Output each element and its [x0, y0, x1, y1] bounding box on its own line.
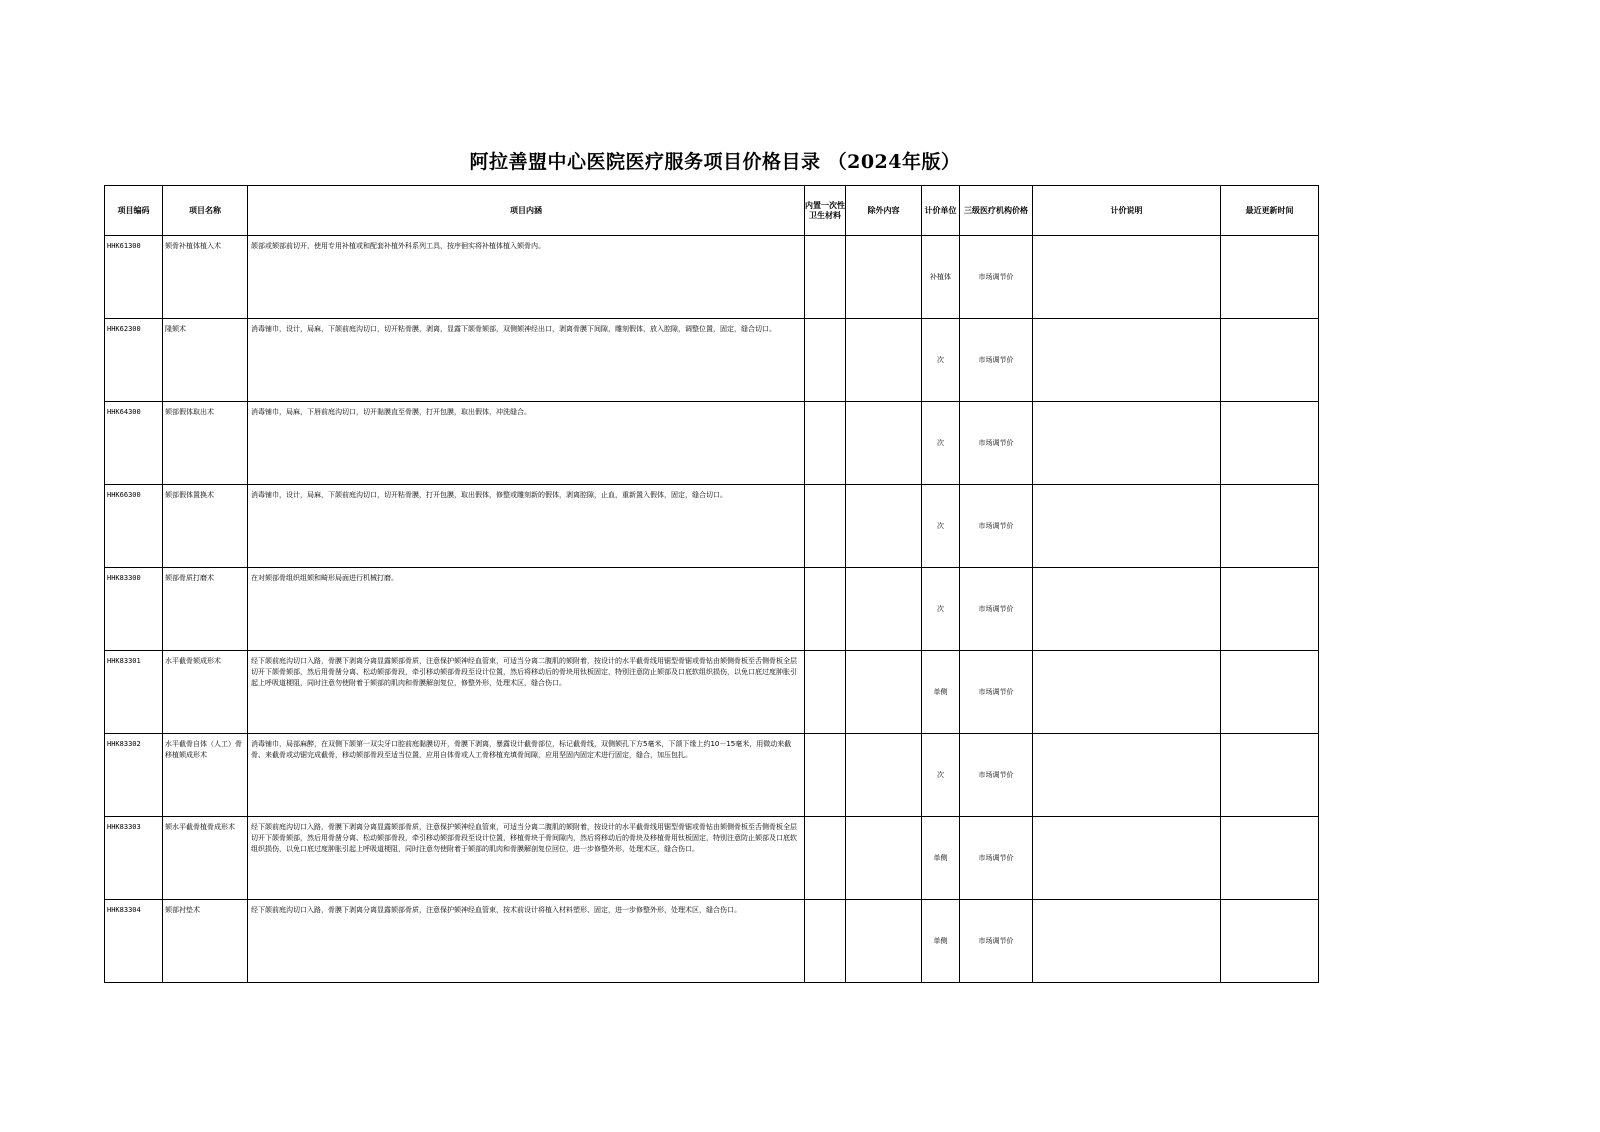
cell-price: 市场调节价 [960, 319, 1033, 402]
cell-name: 颏部假体取出术 [163, 402, 248, 485]
cell-name: 隆颏术 [163, 319, 248, 402]
cell-content: 在对颏部骨组织组颏和畸形局面进行机械打磨。 [248, 568, 805, 651]
cell-content: 消毒铺巾，设计，局麻，下颌前庭沟切口，切开粘骨膜，打开包膜，取出假体，修整或雕刻新的假体，剥离腔隙，止血，重新置入假体，固定，缝合切口。 [248, 485, 805, 568]
col-header-disposable: 内置一次性卫生材料 [805, 186, 846, 236]
cell-exclusion [846, 734, 922, 817]
cell-note [1033, 817, 1221, 900]
cell-updated [1221, 734, 1319, 817]
cell-content: 消毒铺巾，局部麻醉，在双侧下颌第一双尖牙口腔前庭黏膜切开，骨膜下剥离，暴露设计截骨部位，标记截骨线，双侧颏孔下方5毫米，下颌下缘上约10－15毫米，用微动来截骨、来截骨或动锯完成截骨，移动颏部骨段至适当位置，应用自体骨或人工骨移植充填骨间隙，应用坚固内固定术进行固定，缝合，加压包扎。 [248, 734, 805, 817]
table-row [105, 485, 1319, 568]
cell-code: HHK61300 [105, 236, 163, 319]
cell-name: 颏水平截骨植骨成形术 [163, 817, 248, 900]
cell-unit: 单侧 [922, 817, 960, 900]
cell-content: 颌部或颏部前切开，使用专用补植或和配套补植外科系列工具，按序徊实将补植体植入颏骨内。 [248, 236, 805, 319]
col-header-unit: 计价单位 [922, 186, 960, 236]
cell-price: 市场调节价 [960, 236, 1033, 319]
cell-code: HHK83300 [105, 568, 163, 651]
cell-disposable [805, 485, 846, 568]
cell-updated [1221, 236, 1319, 319]
header-row [105, 186, 1319, 236]
cell-unit: 次 [922, 568, 960, 651]
cell-name: 颏部衬垫术 [163, 900, 248, 983]
cell-disposable [805, 402, 846, 485]
cell-updated [1221, 485, 1319, 568]
cell-unit: 次 [922, 319, 960, 402]
table-row [105, 402, 1319, 485]
cell-exclusion [846, 651, 922, 734]
cell-exclusion [846, 236, 922, 319]
cell-unit: 次 [922, 734, 960, 817]
table-row [105, 734, 1319, 817]
col-header-exclusion: 除外内容 [846, 186, 922, 236]
cell-price: 市场调节价 [960, 651, 1033, 734]
cell-note [1033, 402, 1221, 485]
table-body [105, 236, 1319, 983]
price-table [104, 185, 1319, 983]
cell-price: 市场调节价 [960, 402, 1033, 485]
cell-code: HHK66300 [105, 485, 163, 568]
cell-note [1033, 651, 1221, 734]
col-header-note: 计价说明 [1033, 186, 1221, 236]
cell-note [1033, 485, 1221, 568]
table-row [105, 900, 1319, 983]
table-header [105, 186, 1319, 236]
cell-unit: 单侧 [922, 900, 960, 983]
cell-unit: 补植体 [922, 236, 960, 319]
cell-content: 经下颌前庭沟切口入路，骨膜下剥离分离显露颏部骨质，注意保护颏神经血管束，按术前设计将植入材料塑形、固定，进一步修整外形，处理术区，缝合伤口。 [248, 900, 805, 983]
cell-note [1033, 734, 1221, 817]
cell-code: HHK83301 [105, 651, 163, 734]
cell-exclusion [846, 402, 922, 485]
table-row [105, 817, 1319, 900]
cell-content: 消毒铺巾，局麻，下唇前庭沟切口，切开黏膜直至骨膜，打开包膜，取出假体，冲洗缝合。 [248, 402, 805, 485]
cell-name: 水平截骨颏成形术 [163, 651, 248, 734]
col-header-code: 项目编码 [105, 186, 163, 236]
cell-disposable [805, 568, 846, 651]
cell-exclusion [846, 817, 922, 900]
cell-code: HHK83304 [105, 900, 163, 983]
cell-updated [1221, 319, 1319, 402]
cell-note [1033, 319, 1221, 402]
col-header-content: 项目内涵 [248, 186, 805, 236]
cell-name: 水平截骨自体（人工）骨移植颏成形术 [163, 734, 248, 817]
cell-disposable [805, 236, 846, 319]
cell-exclusion [846, 568, 922, 651]
cell-code: HHK62300 [105, 319, 163, 402]
cell-price: 市场调节价 [960, 734, 1033, 817]
cell-disposable [805, 319, 846, 402]
cell-updated [1221, 651, 1319, 734]
cell-exclusion [846, 485, 922, 568]
cell-disposable [805, 817, 846, 900]
cell-disposable [805, 651, 846, 734]
cell-price: 市场调节价 [960, 568, 1033, 651]
cell-note [1033, 900, 1221, 983]
cell-exclusion [846, 900, 922, 983]
col-header-name: 项目名称 [163, 186, 248, 236]
cell-code: HHK83302 [105, 734, 163, 817]
cell-price: 市场调节价 [960, 485, 1033, 568]
cell-code: HHK83303 [105, 817, 163, 900]
cell-price: 市场调节价 [960, 900, 1033, 983]
cell-updated [1221, 568, 1319, 651]
page-title: 阿拉善盟中心医院医疗服务项目价格目录 （2024年版） [469, 151, 961, 173]
cell-disposable [805, 734, 846, 817]
col-header-updated: 最近更新时间 [1221, 186, 1319, 236]
table-row [105, 568, 1319, 651]
cell-updated [1221, 900, 1319, 983]
cell-note [1033, 568, 1221, 651]
col-header-price: 三级医疗机构价格 [960, 186, 1033, 236]
cell-unit: 单侧 [922, 651, 960, 734]
cell-content: 消毒铺巾，设计，局麻，下颌前庭沟切口，切开粘骨膜，剥离，显露下颌骨颏部，双侧颏神经出口，剥离骨膜下间隙，雕刻假体，放入腔隙，调整位置，固定，缝合切口。 [248, 319, 805, 402]
cell-unit: 次 [922, 485, 960, 568]
cell-note [1033, 236, 1221, 319]
cell-code: HHK64300 [105, 402, 163, 485]
table-row [105, 651, 1319, 734]
table-row [105, 236, 1319, 319]
cell-name: 颏骨补植体植入术 [163, 236, 248, 319]
cell-name: 颏部骨质打磨术 [163, 568, 248, 651]
cell-updated [1221, 402, 1319, 485]
cell-price: 市场调节价 [960, 817, 1033, 900]
cell-content: 经下颌前庭沟切口入路，骨膜下剥离分离显露颏部骨质，注意保护颏神经血管束，可适当分离二腹肌的颏附着，按设计的水平截骨线用锯型骨锯或骨钻由颏侧骨板至舌侧骨板全层切开下颌骨颏部，然后用骨凿分离、松动颏部骨段，牵引移动颏部骨段至设计位置，然后将移动后的骨块用钛板固定，特别注意防止颏部及口底软组织损伤，以免口底过度肿胀引起上呼吸道梗阻，同时注意勿使附着于颏部的肌肉和骨膜解剖复位，修整外形，处理术区，缝合伤口。 [248, 651, 805, 734]
cell-name: 颏部假体置换术 [163, 485, 248, 568]
cell-content: 经下颌前庭沟切口入路，骨膜下剥离分离显露颏部骨质，注意保护颏神经血管束，可适当分离二腹肌的颏附着，按设计的水平截骨线用锯型骨锯或骨钻由颏侧骨板至舌侧骨板全层切开下颌骨颏部，然后用骨凿分离、松动颏部骨段，牵引移动颏部骨段至设计位置，移植骨块于骨间隙内，然后将移动后的骨块及移植骨用钛板固定，特别注意防止颏部及口底软组织损伤，以免口底过度肿胀引起上呼吸道梗阻，同时注意勿使附着于颏部的肌肉和骨膜解剖复位回位，进一步修整外形，处理术区，缝合伤口。 [248, 817, 805, 900]
table-row [105, 319, 1319, 402]
cell-exclusion [846, 319, 922, 402]
cell-unit: 次 [922, 402, 960, 485]
cell-disposable [805, 900, 846, 983]
cell-updated [1221, 817, 1319, 900]
